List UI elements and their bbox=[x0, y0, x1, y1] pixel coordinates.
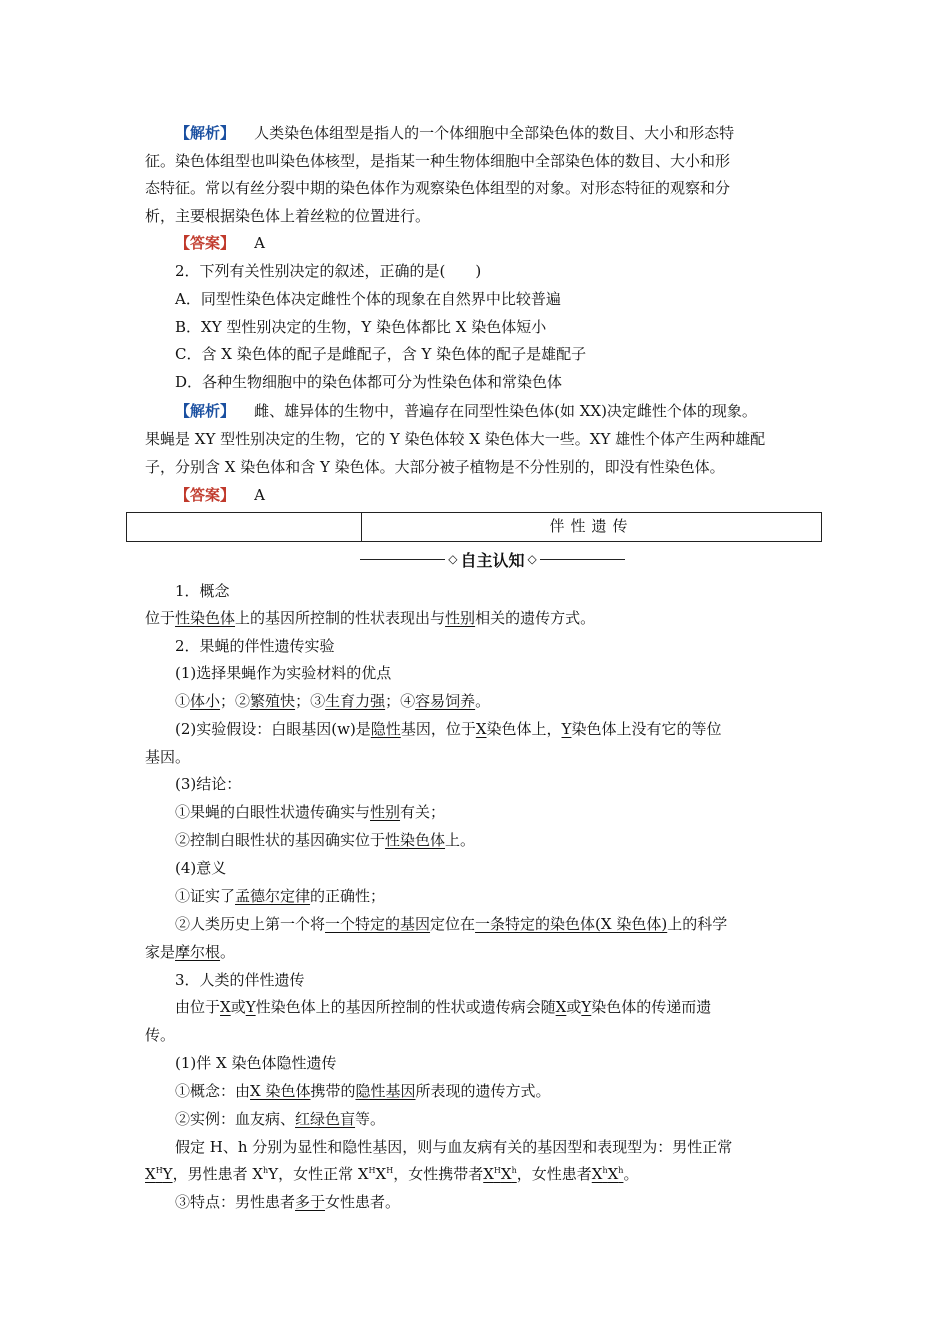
question-stem: 2．下列有关性别决定的叙述，正确的是( ) bbox=[175, 262, 482, 280]
option-a: A．同型性染色体决定雌性个体的现象在自然界中比较普遍 bbox=[175, 290, 561, 308]
hypothesis-cont: 基因。 bbox=[145, 748, 191, 766]
text: ②实例：血友病、 bbox=[175, 1110, 296, 1128]
text: X bbox=[375, 1165, 387, 1183]
text: 的正确性； bbox=[310, 887, 386, 905]
meaning-2-cont bbox=[145, 941, 810, 963]
answer-tag: 【答案】 bbox=[175, 234, 236, 252]
blank-answer: 多于 bbox=[295, 1193, 326, 1211]
text: 染色体上， bbox=[486, 720, 562, 738]
blank-answer: 一条特定的染色体(X 染色体) bbox=[475, 915, 668, 933]
superscript: h bbox=[263, 1166, 269, 1175]
analysis-line: 态特征。常以有丝分裂中期的染色体作为观察染色体组型的对象。对形态特征的观察和分 bbox=[145, 179, 731, 197]
text: 。 bbox=[220, 943, 236, 961]
text: 携带的 bbox=[310, 1082, 356, 1100]
blank-answer: X bbox=[555, 998, 567, 1016]
concept-text bbox=[145, 607, 810, 629]
text: ③特点：男性患者 bbox=[175, 1193, 296, 1211]
conclusion-1 bbox=[175, 801, 810, 823]
meaning-2 bbox=[175, 913, 810, 935]
blank-answer: 体小 bbox=[190, 692, 221, 710]
superscript: h bbox=[602, 1166, 608, 1175]
conclusion-2 bbox=[175, 829, 810, 851]
blank-answer: 生育力强 bbox=[325, 692, 386, 710]
text: 等。 bbox=[355, 1110, 386, 1128]
blank-answer: X bbox=[220, 998, 231, 1016]
section-heading bbox=[360, 548, 625, 570]
analysis-paragraph-2 bbox=[175, 400, 810, 422]
diamond-icon: ◇ bbox=[527, 552, 537, 566]
text: (2)实验假设：白眼基因(w)是 bbox=[175, 720, 371, 738]
analysis-paragraph-1 bbox=[175, 122, 810, 144]
text: 或 bbox=[566, 998, 582, 1016]
blank-answer: 容易饲养 bbox=[415, 692, 476, 710]
blank-answer: 隐性 bbox=[370, 720, 401, 738]
meaning-1 bbox=[175, 885, 810, 907]
blank-answer: 性染色体 bbox=[385, 831, 446, 849]
section-table bbox=[126, 512, 822, 542]
sub-heading: (1)选择果蝇作为实验材料的优点 bbox=[175, 664, 392, 682]
analysis-text: 人类染色体组型是指人的一个体细胞中全部染色体的数目、大小和形态特 bbox=[254, 124, 735, 142]
text: 染色体上没有它的等位 bbox=[571, 720, 722, 738]
blank-answer: 性染色体 bbox=[175, 609, 236, 627]
example-line bbox=[175, 1108, 810, 1130]
answer-value: A bbox=[254, 234, 265, 252]
answer-line-1 bbox=[175, 232, 810, 254]
answer-tag: 【答案】 bbox=[175, 486, 236, 504]
analysis-line: 征。染色体组型也叫染色体核型，是指某一种生物体细胞中全部染色体的数目、大小和形 bbox=[145, 152, 731, 170]
text: ；② bbox=[220, 692, 251, 710]
advantages-line bbox=[175, 690, 810, 712]
superscript: H bbox=[155, 1166, 163, 1175]
blank-answer: X 染色体 bbox=[250, 1082, 311, 1100]
text: ②控制白眼性状的基因确实位于 bbox=[175, 831, 386, 849]
text: 有关； bbox=[400, 803, 446, 821]
text: 上的基因所控制的性状表现出与 bbox=[235, 609, 446, 627]
text: 所表现的遗传方式。 bbox=[415, 1082, 551, 1100]
text: 上的科学 bbox=[667, 915, 728, 933]
text: Y bbox=[162, 1165, 173, 1183]
option-c: C．含 X 染色体的配子是雌配子，含 Y 染色体的配子是雄配子 bbox=[175, 345, 587, 363]
superscript: H bbox=[386, 1166, 394, 1175]
option-b: B．XY 型性别决定的生物，Y 染色体都比 X 染色体短小 bbox=[175, 318, 547, 336]
concept-line bbox=[175, 1080, 810, 1102]
blank-answer: 性别 bbox=[445, 609, 476, 627]
answer-line-2 bbox=[175, 484, 810, 506]
blank-answer: 孟德尔定律 bbox=[235, 887, 311, 905]
blank-answer: Y bbox=[561, 720, 572, 738]
heading-concept: 1．概念 bbox=[175, 582, 230, 600]
superscript: h bbox=[618, 1166, 624, 1175]
text: ①果蝇的白眼性状遗传确实与 bbox=[175, 803, 371, 821]
text: ①证实了 bbox=[175, 887, 236, 905]
text: 相关的遗传方式。 bbox=[475, 609, 596, 627]
option-d: D．各种生物细胞中的染色体都可分为性染色体和常染色体 bbox=[175, 373, 563, 391]
blank-answer: 性别 bbox=[370, 803, 401, 821]
text: ，男性患者 X bbox=[172, 1165, 264, 1183]
analysis-text: 雌、雄异体的生物中，普遍存在同型性染色体(如 XX)决定雌性个体的现象。 bbox=[254, 402, 757, 420]
blank-answer: 繁殖快 bbox=[250, 692, 296, 710]
text: 女性患者。 bbox=[325, 1193, 401, 1211]
analysis-line: 析，主要根据染色体上着丝粒的位置进行。 bbox=[145, 207, 431, 225]
sub-heading: (3)结论： bbox=[175, 775, 242, 793]
text: ①概念：由 bbox=[175, 1082, 251, 1100]
text: X bbox=[483, 1165, 494, 1183]
text: X bbox=[500, 1165, 512, 1183]
genotype-male-normal bbox=[145, 1165, 173, 1183]
text: ②人类历史上第一个将 bbox=[175, 915, 326, 933]
human-intro-cont: 传。 bbox=[145, 1026, 176, 1044]
blank-answer: X bbox=[475, 720, 487, 738]
analysis-tag: 【解析】 bbox=[175, 124, 236, 142]
text: ，女性患者 bbox=[516, 1165, 592, 1183]
heading-rule-left bbox=[360, 559, 445, 560]
text: X bbox=[145, 1165, 156, 1183]
answer-value: A bbox=[254, 486, 265, 504]
text: 上。 bbox=[445, 831, 476, 849]
text: 染色体的传递而遗 bbox=[591, 998, 712, 1016]
heading-drosophila: 2．果蝇的伴性遗传实验 bbox=[175, 637, 335, 655]
text: Y，女性正常 X bbox=[268, 1165, 369, 1183]
superscript: H bbox=[368, 1166, 376, 1175]
superscript: h bbox=[511, 1166, 517, 1175]
hypothesis-line bbox=[175, 718, 810, 740]
genotype-line-2 bbox=[145, 1163, 810, 1185]
sub-heading: (1)伴 X 染色体隐性遗传 bbox=[175, 1054, 337, 1072]
genotype-female-patient bbox=[592, 1165, 624, 1183]
analysis-line: 子，分别含 X 染色体和含 Y 染色体。大部分被子植物是不分性别的，即没有性染色体。 bbox=[145, 458, 725, 476]
heading-rule-right bbox=[540, 559, 625, 560]
genotype-line-1: 假定 H、h 分别为显性和隐性基因，则与血友病有关的基因型和表现型为：男性正常 bbox=[175, 1138, 733, 1156]
text: 基因，位于 bbox=[400, 720, 476, 738]
blank-answer: 红绿色盲 bbox=[295, 1110, 356, 1128]
text: ；④ bbox=[385, 692, 416, 710]
text: 位于 bbox=[145, 609, 176, 627]
blank-answer: 摩尔根 bbox=[175, 943, 221, 961]
text: 。 bbox=[623, 1165, 639, 1183]
human-intro bbox=[175, 996, 810, 1018]
text: 家是 bbox=[145, 943, 176, 961]
superscript: H bbox=[493, 1166, 501, 1175]
blank-answer: 隐性基因 bbox=[355, 1082, 416, 1100]
text: ，女性携带者 bbox=[393, 1165, 484, 1183]
blank-answer: Y bbox=[581, 998, 592, 1016]
analysis-line: 果蝇是 XY 型性别决定的生物，它的 Y 染色体较 X 染色体大一些。XY 雄性个体产生两种雄配 bbox=[145, 430, 766, 448]
text: 或 bbox=[230, 998, 246, 1016]
table-title: 伴性遗传 bbox=[549, 517, 634, 535]
analysis-tag: 【解析】 bbox=[175, 402, 236, 420]
text: 。 bbox=[475, 692, 491, 710]
genotype-female-carrier bbox=[483, 1165, 517, 1183]
blank-answer: 一个特定的基因 bbox=[325, 915, 431, 933]
feature-line bbox=[175, 1191, 810, 1213]
text: X bbox=[607, 1165, 619, 1183]
text: ；③ bbox=[295, 692, 326, 710]
section-title: 自主认知 bbox=[460, 550, 525, 570]
blank-answer: Y bbox=[245, 998, 256, 1016]
text: 定位在 bbox=[430, 915, 476, 933]
text: ① bbox=[175, 692, 191, 710]
text: X bbox=[591, 1165, 603, 1183]
text: 性染色体上的基因所控制的性状或遗传病会随 bbox=[255, 998, 556, 1016]
heading-human: 3．人类的伴性遗传 bbox=[175, 971, 305, 989]
text: 由位于 bbox=[175, 998, 221, 1016]
sub-heading: (4)意义 bbox=[175, 859, 227, 877]
diamond-icon: ◇ bbox=[448, 552, 458, 566]
